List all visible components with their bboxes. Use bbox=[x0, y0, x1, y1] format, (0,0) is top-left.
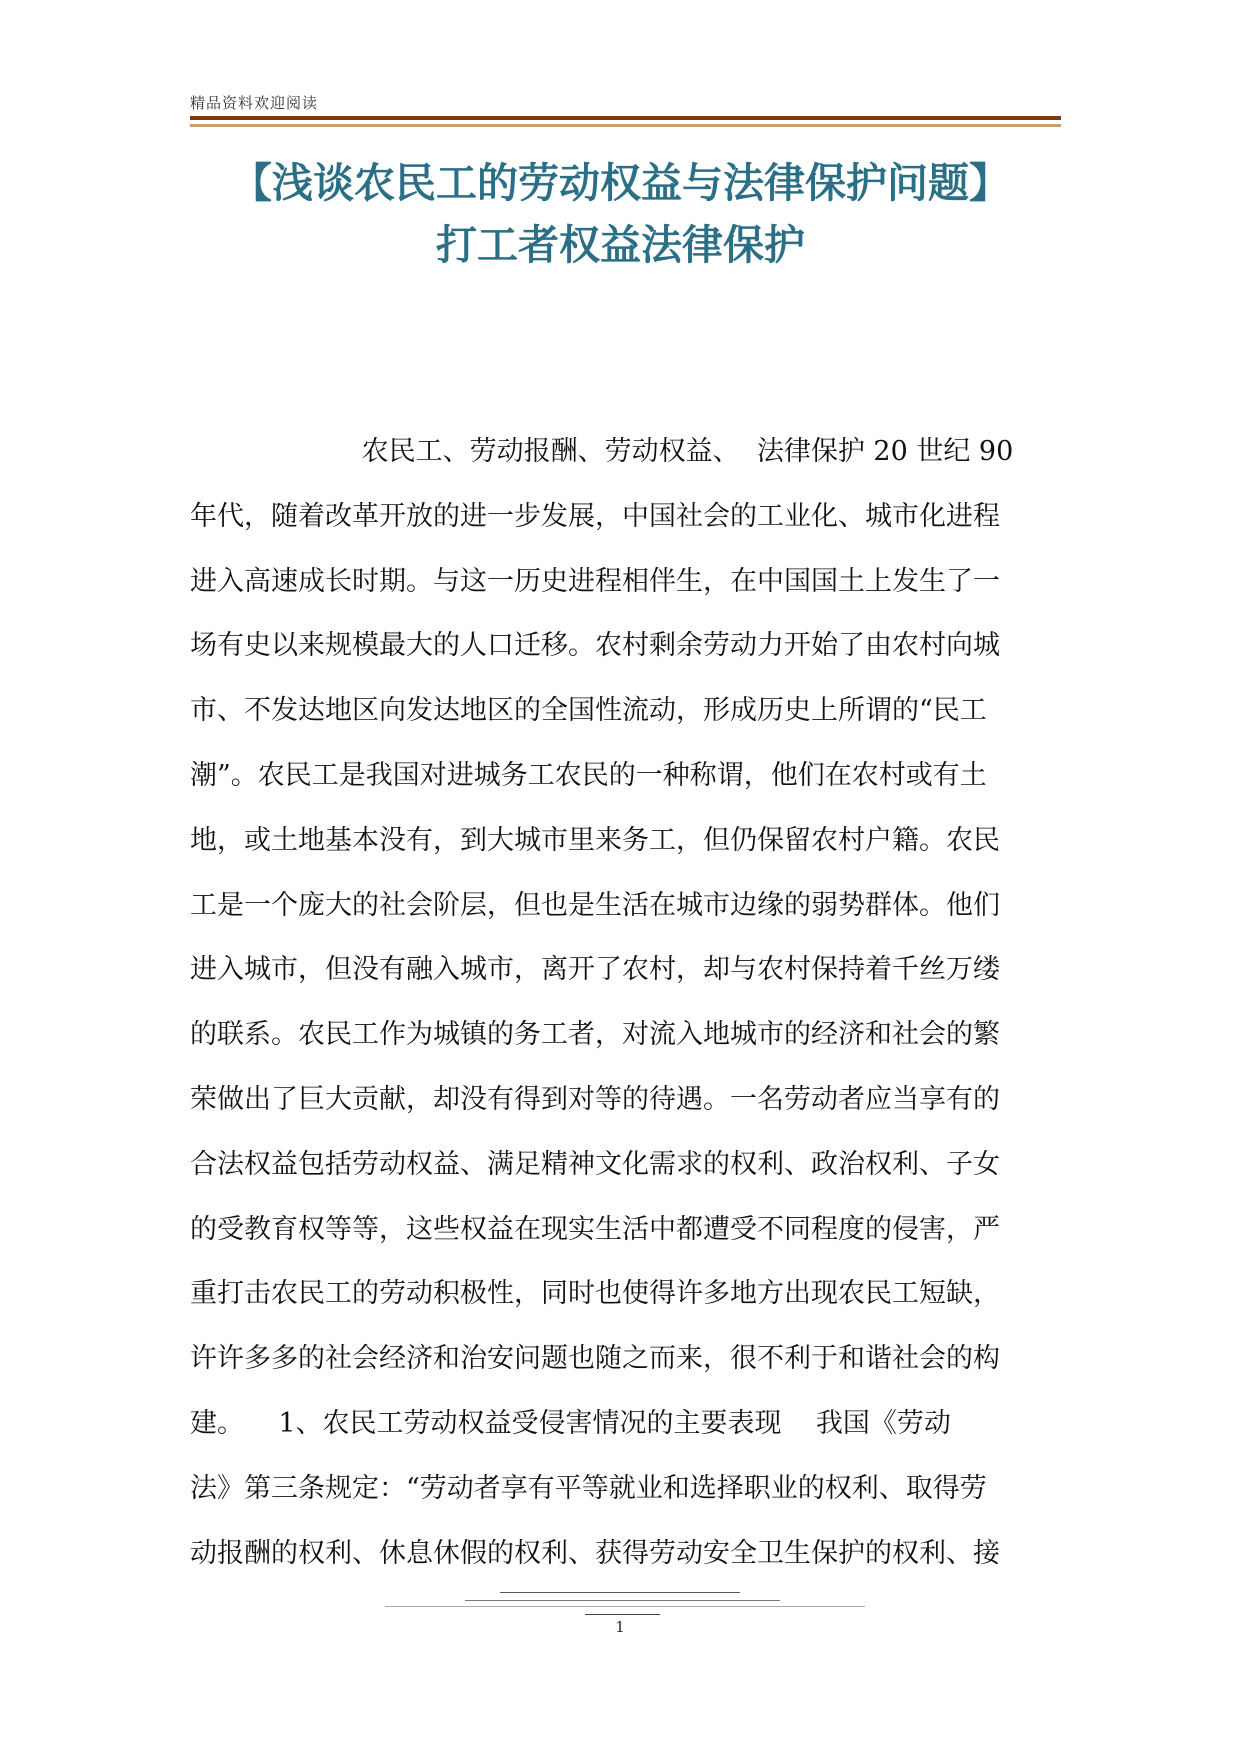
footer-rule-2 bbox=[465, 1600, 780, 1601]
body-line: 法》第三条规定：“劳动者享有平等就业和选择职业的权利、取得劳 bbox=[190, 1472, 987, 1504]
body-line: 的受教育权等等，这些权益在现实生活中都遭受不同程度的侵害，严 bbox=[190, 1213, 1000, 1245]
body-line: 动报酬的权利、休息休假的权利、获得劳动安全卫生保护的权利、接 bbox=[190, 1537, 1000, 1569]
body-line: 许许多多的社会经济和治安问题也随之而来，很不利于和谐社会的构 bbox=[190, 1343, 1000, 1375]
footer-rule-4 bbox=[585, 1614, 660, 1615]
page-header-text: 精品资料欢迎阅读 bbox=[190, 94, 319, 112]
body-line: 建。 1、农民工劳动权益受侵害情况的主要表现 我国《劳动 bbox=[190, 1407, 951, 1439]
body-line: 农民工、劳动报酬、劳动权益、 法律保护 20 世纪 90 bbox=[190, 436, 1014, 467]
body-line: 工是一个庞大的社会阶层，但也是生活在城市边缘的弱势群体。他们 bbox=[190, 889, 1000, 921]
body-line: 的联系。农民工作为城镇的务工者，对流入地城市的经济和社会的繁 bbox=[190, 1019, 1000, 1051]
body-line: 进入高速成长时期。与这一历史进程相伴生，在中国国土上发生了一 bbox=[190, 565, 1000, 597]
body-line: 进入城市，但没有融入城市，离开了农村，却与农村保持着千丝万缕 bbox=[190, 954, 1000, 986]
body-line: 场有史以来规模最大的人口迁移。农村剩余劳动力开始了由农村向城 bbox=[190, 630, 1000, 662]
body-line: 潮”。农民工是我国对进城务工农民的一种称谓，他们在农村或有土 bbox=[190, 759, 987, 791]
footer-rule-3 bbox=[385, 1606, 865, 1607]
body-text bbox=[190, 420, 1061, 1586]
header-rule-thin bbox=[190, 124, 1061, 127]
footer-rule-1 bbox=[500, 1592, 740, 1593]
body-line: 合法权益包括劳动权益、满足精神文化需求的权利、政治权利、子女 bbox=[190, 1148, 1000, 1180]
header-rule-thick bbox=[190, 116, 1061, 120]
body-line: 年代，随着改革开放的进一步发展，中国社会的工业化、城市化进程 bbox=[190, 500, 1000, 532]
body-line: 荣做出了巨大贡献，却没有得到对等的待遇。一名劳动者应当享有的 bbox=[190, 1083, 1000, 1115]
body-line: 市、不发达地区向发达地区的全国性流动，形成历史上所谓的“民工 bbox=[190, 695, 987, 727]
document-title bbox=[160, 152, 1081, 276]
title-line-2: 打工者权益法律保护 bbox=[436, 221, 805, 269]
body-line: 地，或土地基本没有，到大城市里来务工，但仍保留农村户籍。农民 bbox=[190, 824, 1000, 856]
body-line: 重打击农民工的劳动积极性，同时也使得许多地方出现农民工短缺， bbox=[190, 1278, 1000, 1310]
page-number: 1 bbox=[615, 1618, 625, 1636]
title-line-1: 【浅谈农民工的劳动权益与法律保护问题】 bbox=[231, 159, 1010, 207]
